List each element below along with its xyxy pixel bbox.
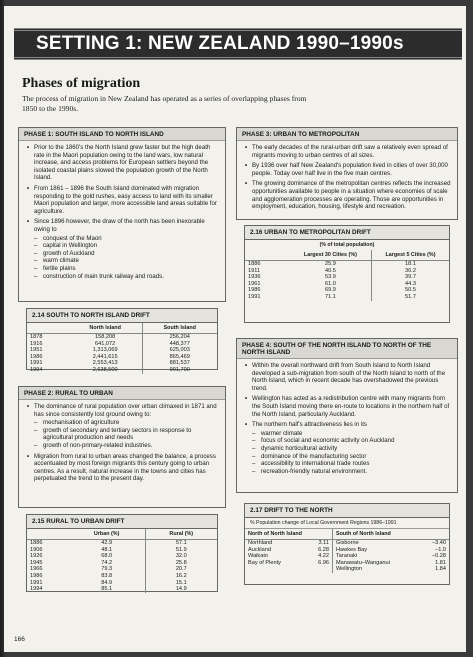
table-2-17-row <box>245 547 449 554</box>
table-2-17-cell-sv: –3.40 <box>432 540 446 546</box>
table-2-15-cell-year: 1966 <box>30 566 43 573</box>
table-2-16-row <box>245 281 449 288</box>
chapter-header <box>14 28 462 60</box>
phase1-dash-5: – fertile plains <box>34 265 219 273</box>
table-2-14-cell-north: 2,638,500 <box>92 366 118 373</box>
phase1-box <box>18 127 226 302</box>
table-2-17-cell-nv: 3.11 <box>318 540 329 546</box>
table-2-17-subtitle: % Population change of Local Government Regions 1986–1991 <box>245 518 449 529</box>
table-2-17-cell-sv: 1.84 <box>435 566 446 573</box>
table-2-15-cell-year: 1945 <box>30 559 43 566</box>
table-2-16-row <box>245 287 449 294</box>
table-2-17-cell-nv <box>306 566 333 573</box>
phase3-title: PHASE 3: URBAN TO METROPOLITAN <box>237 128 457 141</box>
table-2-15-cell-rural: 20.7 <box>145 566 217 573</box>
table-2-15-row <box>27 566 217 573</box>
phase1-bullet-2: • From 1861 – 1896 the South Island dominated with migration responding to the gold rushes, easy access to land with its smaller Maori population and larger, more accessible land areas suitable for agriculture. <box>27 185 219 215</box>
phase4-bullet-2: • Wellington has acted as a redistribution centre with many migrants from the South Island moving there en-route to locations in the northern half of the North Island, particularly Auckland. <box>245 395 451 418</box>
table-2-14-row <box>27 347 217 354</box>
phase1-dash-2: – capital in Wellington <box>34 242 219 250</box>
phase4-bullet-1: • Within the overall northward drift from South Island to North Island developed a sub-migration from south of the North Island to north of the North Island, which in recent decade has overshadowed the previous trend. <box>245 362 451 392</box>
phase2-dash-1: – mechanisation of agriculture <box>34 419 219 427</box>
table-2-15-cell-urban: 48.1 <box>101 546 113 553</box>
textbook-page <box>4 6 466 652</box>
table-2-14-row <box>27 354 217 361</box>
table-2-16-cell-c30: 53.9 <box>324 274 336 281</box>
table-2-15 <box>26 514 218 592</box>
page-number: 166 <box>14 636 25 643</box>
phase4-dash-1: – warmer climate <box>252 430 451 438</box>
table-2-14-cell-north: 1,313,069 <box>92 347 118 354</box>
table-2-15-row <box>27 540 217 547</box>
phase1-dash-4: – warm climate <box>34 257 219 265</box>
table-2-17-cell-s: Manawatu–Wanganui <box>333 560 421 567</box>
section-title: Phases of migration <box>22 76 141 91</box>
table-2-16-cell-c5: 30.2 <box>371 268 449 275</box>
table-2-16-cell-c30: 69.9 <box>324 287 336 294</box>
table-2-17-col-south: South of North Island <box>333 529 450 540</box>
phase2-dash-3: – growth of non-primary-related industries. <box>34 442 219 450</box>
table-2-14-cell-south: 865,469 <box>142 354 217 361</box>
phase2-dash-2: – growth of secondary and tertiary sectors in response to agricultural production and needs <box>34 427 219 442</box>
table-2-15-cell-urban: 79.3 <box>101 566 113 573</box>
table-2-17-cell-s: Hawkes Bay <box>333 547 421 554</box>
table-2-14-col-south: South Island <box>142 323 217 334</box>
phase1-title: PHASE 1: SOUTH ISLAND TO NORTH ISLAND <box>19 128 225 141</box>
phase3-bullet-2: • By 1936 over half New Zealand's population lived in cities of over 30,000 people. Today over half live in the five main centres. <box>245 162 451 177</box>
table-2-15-cell-rural: 16.2 <box>145 573 217 580</box>
table-2-16-subtitle: (% of total population) <box>319 242 375 248</box>
table-2-17-cell-nv: 4.22 <box>318 553 329 560</box>
table-2-17-cell-sv: –0.28 <box>432 553 446 560</box>
table-2-15-cell-urban: 84.9 <box>101 579 113 586</box>
table-2-14-cell-year: 1986 <box>30 353 43 360</box>
table-2-14-cell-south: 881,537 <box>142 360 217 367</box>
table-2-16-row <box>245 268 449 275</box>
table-2-17-cell-nv: 6.28 <box>318 546 329 553</box>
table-2-17-row <box>245 553 449 560</box>
table-2-15-cell-urban: 68.0 <box>101 553 113 560</box>
table-2-14-row <box>27 360 217 367</box>
table-2-16-cell-year: 1886 <box>248 261 261 267</box>
table-2-16-col-5: Largest 5 Cities (%) <box>371 250 449 261</box>
phase1-dash-6: – construction of main trunk railway and roads. <box>34 273 219 281</box>
phase3-bullet-1: • The early decades of the rural-urban drift saw a relatively even spread of migrants moving to urban centres of all sizes. <box>245 144 451 159</box>
table-2-16-cell-c30: 25.9 <box>324 261 336 267</box>
table-2-15-cell-rural: 51.9 <box>145 547 217 554</box>
table-2-15-cell-rural: 57.1 <box>145 540 217 547</box>
table-2-17-cell-n: Northland <box>248 540 273 546</box>
table-2-15-cell-year: 1906 <box>30 546 43 553</box>
table-2-16-col-30: Largest 30 Cities (%) <box>290 250 372 261</box>
table-2-16 <box>244 225 450 323</box>
table-2-16-cell-c5: 44.3 <box>371 281 449 288</box>
table-2-17-cell-nv: 6.96 <box>318 559 329 566</box>
phase2-bullet-1-text: The dominance of rural population over urban climaxed in 1871 and has since consistently lost ground owing to: <box>34 403 217 418</box>
table-2-14 <box>26 308 218 373</box>
table-2-17-col-north: North of North Island <box>245 529 333 540</box>
table-2-15-cell-year: 1991 <box>30 579 43 586</box>
table-2-16-row <box>245 294 449 301</box>
table-2-17-cell-s: Taranaki <box>333 553 421 560</box>
table-2-15-row <box>27 547 217 554</box>
table-2-16-cell-c30: 40.5 <box>324 267 336 274</box>
table-2-17 <box>244 503 450 585</box>
phase1-bullet-1: • Prior to the 1860's the North Island grew faster but the high death rate in the Maori population owing to the land wars, low natural increase, and access problems for European settlers beyond the isolated coastal plains slowed the population growth of the North Island. <box>27 144 219 182</box>
table-2-15-row <box>27 553 217 560</box>
phase1-bullet-3-text: Since 1896 however, the draw of the north has been inexorable owing to <box>34 218 205 233</box>
table-2-15-cell-rural: 15.1 <box>145 580 217 587</box>
table-2-14-row <box>27 334 217 341</box>
table-2-15-cell-year: 1994 <box>30 586 43 593</box>
table-2-17-cell-s: Gisborne <box>333 540 421 547</box>
table-2-14-cell-year: 1994 <box>30 366 43 373</box>
phase4-dash-5: – accessibility to international trade routes <box>252 460 451 468</box>
phase4-box <box>236 338 458 493</box>
table-2-15-cell-rural: 32.0 <box>145 553 217 560</box>
phase4-bullet-3 <box>245 421 451 475</box>
phase4-dash-6: – recreation-friendly natural environment. <box>252 468 451 476</box>
phase2-title: PHASE 2: RURAL TO URBAN <box>19 387 225 400</box>
phase4-title: PHASE 4: SOUTH OF THE NORTH ISLAND TO NORTH OF THE NORTH ISLAND <box>237 339 457 359</box>
table-2-16-cell-c5: 18.1 <box>371 261 449 268</box>
table-2-14-cell-year: 1916 <box>30 340 43 347</box>
table-2-17-cell-sv: –1.0 <box>435 546 446 553</box>
phase1-dash-3: – growth of Auckland <box>34 250 219 258</box>
table-2-16-cell-year: 1991 <box>248 293 261 300</box>
table-2-15-row <box>27 580 217 587</box>
table-2-17-cell-sv: 1.81 <box>435 559 446 566</box>
table-2-14-cell-north: 641,072 <box>95 340 116 347</box>
phase4-dash-4: – dominance of the manufacturing sector <box>252 453 451 461</box>
table-2-14-col-north: North Island <box>69 323 142 334</box>
table-2-14-cell-south: 448,377 <box>142 341 217 348</box>
table-2-14-title: 2.14 SOUTH TO NORTH ISLAND DRIFT <box>27 309 217 323</box>
section-intro: The process of migration in New Zealand has operated as a series of overlapping phases from 1850 to the 1990s. <box>22 94 307 113</box>
table-2-17-title: 2.17 DRIFT TO THE NORTH <box>245 504 449 518</box>
table-2-14-cell-south: 256,204 <box>142 334 217 341</box>
table-2-16-cell-c30: 71.1 <box>324 293 336 300</box>
table-2-15-cell-urban: 74.2 <box>101 559 113 566</box>
table-2-14-cell-south: 625,003 <box>142 347 217 354</box>
table-2-16-row <box>245 261 449 268</box>
table-2-15-cell-urban: 42.9 <box>101 540 113 546</box>
phase4-dash-3: – dynamic horticultural activity <box>252 445 451 453</box>
phase2-bullet-2: • Migration from rural to urban areas changed the balance, a process accentuated by most foreign migrants this century going to urban centres. As a result, natural increase in the towns and cities has perpetuated the trend to the present day. <box>27 453 219 483</box>
chapter-title: SETTING 1: NEW ZEALAND 1990–1990s <box>36 33 404 54</box>
table-2-16-cell-c30: 61.0 <box>324 280 336 287</box>
table-2-14-cell-south: 901,700 <box>142 367 217 374</box>
table-2-15-cell-year: 1926 <box>30 553 43 560</box>
table-2-14-cell-year: 1951 <box>30 347 43 354</box>
table-2-14-cell-north: 158,208 <box>95 334 116 340</box>
table-2-17-cell-n <box>245 566 306 573</box>
phase3-box <box>236 127 458 220</box>
table-2-15-cell-year: 1986 <box>30 572 43 579</box>
table-2-16-cell-c5: 51.7 <box>371 294 449 301</box>
table-2-16-cell-year: 1911 <box>248 267 261 274</box>
table-2-14-cell-north: 2,441,615 <box>92 353 118 360</box>
table-2-17-cell-n: Waikato <box>248 553 268 560</box>
table-2-16-cell-year: 1936 <box>248 274 261 281</box>
phase1-bullet-3 <box>27 218 219 280</box>
table-2-14-cell-year: 1991 <box>30 360 43 367</box>
table-2-15-col-rural: Rural (%) <box>145 529 217 540</box>
table-2-17-row <box>245 540 449 547</box>
table-2-14-cell-north: 2,553,413 <box>92 360 118 367</box>
table-2-15-cell-urban: 85.1 <box>101 586 113 593</box>
table-2-15-title: 2.15 RURAL TO URBAN DRIFT <box>27 515 217 529</box>
phase4-bullet-3-text: The northern half's attractiveness lies in its <box>252 421 367 429</box>
table-2-15-cell-rural: 14.9 <box>145 586 217 593</box>
table-2-16-cell-c5: 50.5 <box>371 287 449 294</box>
table-2-17-cell-n: Auckland <box>248 546 272 553</box>
table-2-17-row <box>245 566 449 573</box>
table-2-15-row <box>27 586 217 593</box>
phase4-dash-2: – focus of social and economic activity on Auckland <box>252 437 451 445</box>
phase3-bullet-3: • The growing dominance of the metropolitan centres reflects the increased opportunities available to people in a situation where economies of scale and agglomeration processes are operating. Those are opportunities in employment, education, housing, lifestyle and recreation. <box>245 180 451 210</box>
phase2-bullet-1 <box>27 403 219 450</box>
table-2-14-row <box>27 341 217 348</box>
table-2-14-row <box>27 367 217 374</box>
table-2-16-row <box>245 274 449 281</box>
phase1-dash-1: – conquest of the Maori <box>34 235 219 243</box>
table-2-16-cell-year: 1986 <box>248 287 261 294</box>
table-2-16-cell-c5: 39.7 <box>371 274 449 281</box>
table-2-16-title: 2.16 URBAN TO METROPOLITAN DRIFT <box>245 226 449 240</box>
table-2-17-row <box>245 560 449 567</box>
table-2-15-cell-rural: 25.8 <box>145 560 217 567</box>
table-2-17-cell-s: Wellington <box>333 566 421 573</box>
table-2-16-cell-year: 1961 <box>248 280 261 287</box>
table-2-14-cell-year: 1878 <box>30 334 43 340</box>
table-2-15-cell-year: 1886 <box>30 540 43 546</box>
phase2-box <box>18 386 226 508</box>
table-2-17-cell-n: Bay of Plenty <box>248 559 281 566</box>
table-2-15-row <box>27 573 217 580</box>
table-2-15-col-urban: Urban (%) <box>69 529 145 540</box>
table-2-15-cell-urban: 83.8 <box>101 572 113 579</box>
table-2-15-row <box>27 560 217 567</box>
